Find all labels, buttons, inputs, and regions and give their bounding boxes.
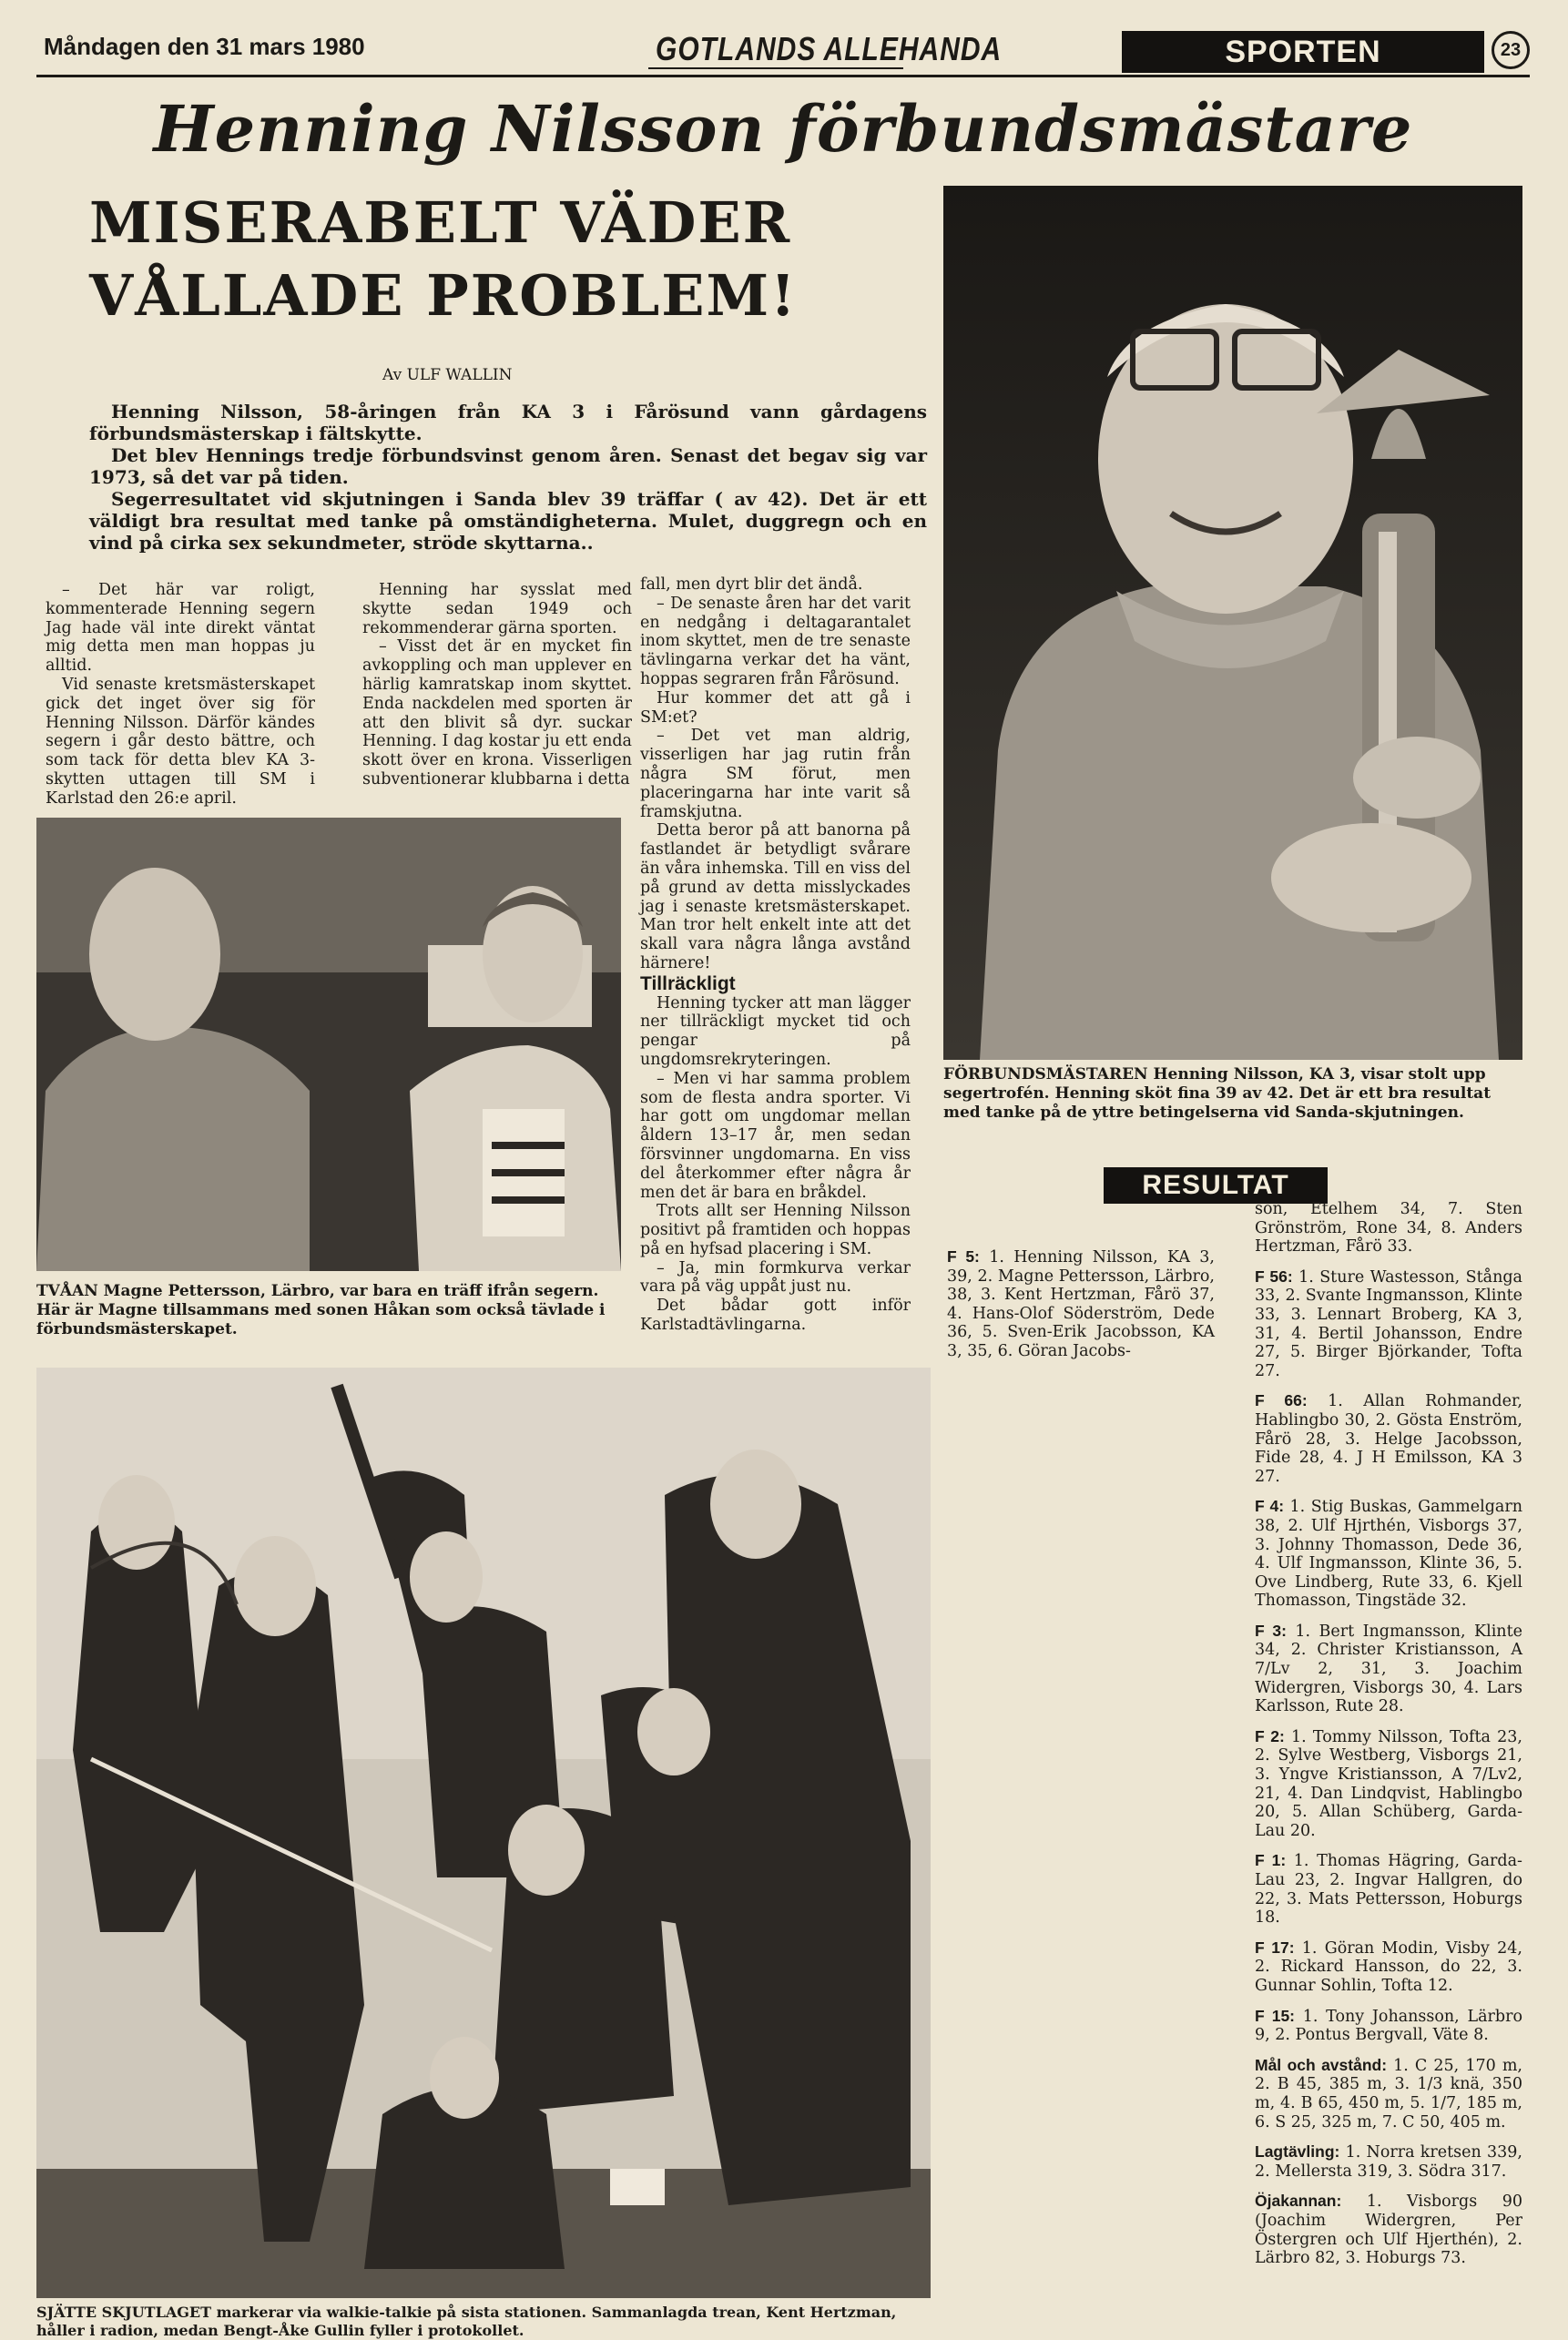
article-column-2 bbox=[362, 581, 632, 789]
second-place-photo bbox=[36, 818, 621, 1271]
result-text: 1. Stig Buskas, Gammelgarn 38, 2. Ulf Hjrthén, Visborgs 37, 3. Johnny Thomasson, Dede 36, 4. Ulf Ingmansson, Klinte 36, 5. Ove Lindberg, Rute 33, 6. Kjell Thomasson, Tingstäde 32. bbox=[1255, 1498, 1522, 1611]
subheadline bbox=[89, 187, 909, 332]
result-entry bbox=[1255, 2007, 1522, 2045]
result-entry bbox=[1255, 1622, 1522, 1716]
result-label: F 17: bbox=[1255, 1938, 1295, 1957]
result-entry bbox=[1255, 1727, 1522, 1841]
result-entry bbox=[1255, 1391, 1522, 1486]
result-entry bbox=[947, 1247, 1215, 1361]
winner-caption: FÖRBUNDSMÄSTAREN Henning Nilsson, KA 3, visar stolt upp segertrofén. Henning sköt fina 39 av 42. Det är ett bra resultat med tanke på de yttre betingelserna vid Sanda-skjutningen. bbox=[943, 1065, 1492, 1122]
result-text: 1. C 25, 170 m, 2. B 45, 385 m, 3. 1/3 knä, 350 m, 4. B 65, 450 m, 5. 1/7, 185 m, 6. S 25, 325 m, 7. C 50, 405 m. bbox=[1255, 2056, 1522, 2131]
result-text: 1. Visborgs 90 (Joachim Widergren, Per Östergren och Ulf Hjerthén), 2. Lärbro 82, 3. Hoburgs 73. bbox=[1255, 2192, 1522, 2268]
result-text: 1. Thomas Hägring, Garda-Lau 23, 2. Ingvar Hallgren, do 22, 3. Mats Pettersson, Hoburgs 18. bbox=[1255, 1852, 1522, 1928]
result-label: Lagtävling: bbox=[1255, 2142, 1340, 2162]
subheadline-line: MISERABELT VÄDER bbox=[89, 189, 792, 256]
result-label: F 4: bbox=[1255, 1497, 1285, 1516]
result-entry bbox=[1255, 1267, 1522, 1381]
result-entry bbox=[1255, 1497, 1522, 1611]
lead-text: Henning Nilsson, 58-åringen från KA 3 i Fårösund vann gårdagens förbundsmästerskap i fältskytte. bbox=[89, 401, 927, 444]
body-paragraph: Vid senaste kretsmästerskapet gick det inget över sig för Henning Nilsson. Därför kändes segern i går desto bättre, och som tack för detta blev KA 3-skytten uttagen till SM i Karlstad den 26:e april. bbox=[46, 675, 315, 808]
results-heading: RESULTAT bbox=[1104, 1167, 1328, 1204]
issue-date: Måndagen den 31 mars 1980 bbox=[44, 33, 365, 60]
body-paragraph: Detta beror på att banorna på fastlandet är betydligt svårare än våra inhemska. Till en viss del på grund av detta misslyckades jag i senaste kretsmästerskapet. Man tror helt enkelt inte att det skall vara några långa avstånd härnere! bbox=[640, 821, 911, 972]
result-text: son, Etelhem 34, 7. Sten Grönström, Rone 34, 8. Anders Hertzman, Fårö 33. bbox=[1255, 1200, 1522, 1256]
body-paragraph: Henning tycker att man lägger ner tillräckligt mycket tid och pengar på ungdomsrekryteringen. bbox=[640, 993, 911, 1069]
result-text: 1. Göran Modin, Visby 24, 2. Rickard Hansson, do 22, 3. Gunnar Sohlin, Tofta 12. bbox=[1255, 1938, 1522, 1995]
result-text: 1. Tony Johansson, Lärbro 9, 2. Pontus Bergvall, Väte 8. bbox=[1255, 2007, 1522, 2045]
main-headline: Henning Nilsson förbundsmästare bbox=[153, 91, 1413, 167]
section-label: SPORTEN bbox=[1122, 31, 1484, 73]
result-label: F 2: bbox=[1255, 1726, 1285, 1745]
second-place-caption: TVÅAN Magne Pettersson, Lärbro, var bara en träff ifrån segern. Här är Magne tillsammans med sonen Håkan som också tävlade i förbundsmästerskapet. bbox=[36, 1282, 606, 1338]
body-paragraph: Hur kommer det att gå i SM:et? bbox=[640, 688, 911, 727]
body-paragraph: – Det vet man aldrig, visserligen har jag rutin från några SM förut, men placeringarna har inte varit så framskjutna. bbox=[640, 727, 911, 821]
result-entry bbox=[1255, 1938, 1522, 1996]
result-label: F 66: bbox=[1255, 1391, 1308, 1410]
body-paragraph: – Men vi har samma problem som de flesta andra sporter. Vi har gott om ungdomar mellan åldern 13–17 år, men sedan försvinner ungdomarna. En viss del återkommer efter några år men det är bara en bråkdel. bbox=[640, 1069, 911, 1202]
result-label: F 1: bbox=[1255, 1851, 1287, 1870]
result-entry bbox=[1255, 2142, 1522, 2181]
result-entry bbox=[1255, 1200, 1522, 1256]
body-paragraph: Henning har sysslat med skytte sedan 1949 och rekommenderar gärna sporten. bbox=[362, 581, 632, 637]
results-column-2 bbox=[1255, 1200, 1522, 2279]
section-heading: Tillräckligt bbox=[640, 972, 736, 994]
body-paragraph: fall, men dyrt blir det ändå. bbox=[640, 575, 863, 594]
body-paragraph: – Ja, min formkurva verkar vara på väg uppåt just nu. bbox=[640, 1258, 911, 1297]
team-photo-image bbox=[36, 1368, 931, 2298]
masthead-rule bbox=[36, 75, 1530, 77]
body-paragraph: – Visst det är en mycket fin avkoppling och man upplever en härlig kamratskap inom skyttet. Enda nackdelen med sporten är att den blivit så dyr. suckar Henning. I dag kostar ju ett enda skott över en krona. Visserligen subventionerar klubbarna i detta bbox=[362, 637, 632, 788]
result-text: 1. Sture Wastesson, Stånga 33, 2. Svante Ingmansson, Klinte 33, 3. Lennart Broberg, KA 3, 31, 4. Bertil Johansson, Endre 27, 5. Birger Björkander, Tofta 27. bbox=[1255, 1267, 1522, 1380]
team-photo bbox=[36, 1368, 931, 2298]
body-paragraph: – Det här var roligt, kommenterade Henning segern Jag hade väl inte direkt väntat mig detta men man hoppas ju alltid. bbox=[46, 581, 315, 676]
result-label: Mål och avstånd: bbox=[1255, 2055, 1388, 2074]
result-label: F 5: bbox=[947, 1247, 980, 1266]
article-column-1 bbox=[46, 581, 315, 809]
result-text: 1. Henning Nilsson, KA 3, 39, 2. Magne Pettersson, Lärbro, 38, 3. Kent Hertzman, Fårö 37, 4. Hans-Olof Söderström, Dede 36, 5. Sven-Erik Jacobsson, KA 3, 35, 6. Göran Jacobs- bbox=[947, 1248, 1215, 1360]
results-column-1 bbox=[947, 1247, 1215, 1372]
result-label: F 3: bbox=[1255, 1621, 1287, 1640]
body-paragraph: Det bådar gott inför Karlstadtävlingarna. bbox=[640, 1297, 911, 1335]
result-entry bbox=[1255, 2192, 1522, 2267]
result-entry bbox=[1255, 2056, 1522, 2131]
result-label: Öjakannan: bbox=[1255, 2192, 1342, 2211]
second-place-photo-image bbox=[36, 818, 621, 1271]
subheadline-line: VÅLLADE PROBLEM! bbox=[89, 262, 798, 329]
lead-paragraph bbox=[89, 401, 927, 554]
masthead-underline bbox=[648, 67, 903, 69]
page-number: 23 bbox=[1492, 31, 1530, 69]
result-text: 1. Bert Ingmansson, Klinte 34, 2. Christer Kristiansson, A 7/Lv 2, 31, 3. Joachim Widergren, Visborgs 30, 4. Lars Karlsson, Rute 28. bbox=[1255, 1622, 1522, 1716]
team-caption: SJÄTTE SKJUTLAGET markerar via walkie-talkie på sista stationen. Sammanlagda trean, Kent Hertzman, håller i radion, medan Bengt-Åke Gullin fyller i protokollet. bbox=[36, 2304, 897, 2339]
byline: Av ULF WALLIN bbox=[382, 366, 513, 384]
result-text: 1. Allan Rohmander, Hablingbo 30, 2. Gösta Enström, Fårö 28, 3. Helge Jacobsson, Fide 28, 4. J H Emilsson, KA 3 27. bbox=[1255, 1392, 1522, 1486]
result-label: F 56: bbox=[1255, 1267, 1293, 1286]
result-label: F 15: bbox=[1255, 2006, 1296, 2025]
winner-photo bbox=[943, 186, 1522, 1060]
lead-text: Segerresultatet vid skjutningen i Sanda blev 39 träffar ( av 42). Det är ett väldigt bra resultat med tanke på omständigheterna. Mulet, duggregn och en vind på cirka sex sekundmeter, ströde skyttarna.. bbox=[89, 488, 927, 554]
article-column-3 bbox=[640, 575, 911, 1335]
winner-photo-image bbox=[943, 186, 1522, 1060]
result-entry bbox=[1255, 1851, 1522, 1927]
body-paragraph: – De senaste åren har det varit en nedgång i deltagarantalet inom skyttet, men de tre senaste tävlingarna verkar det ha vänt, hoppas segraren från Fårösund. bbox=[640, 594, 911, 688]
result-text: 1. Norra kretsen 339, 2. Mellersta 319, 3. Södra 317. bbox=[1255, 2143, 1522, 2181]
lead-text: Det blev Hennings tredje förbundsvinst genom åren. Senast det begav sig var 1973, så det var på tiden. bbox=[89, 444, 927, 488]
body-paragraph: Trots allt ser Henning Nilsson positivt på framtiden och hoppas på en hyfsad placering i SM. bbox=[640, 1202, 911, 1258]
newspaper-name: GOTLANDS ALLEHANDA bbox=[656, 31, 1003, 68]
result-text: 1. Tommy Nilsson, Tofta 23, 2. Sylve Westberg, Visborgs 21, 3. Yngve Kristiansson, A 7/Lv2, 21, 4. Dan Lindqvist, Hablingbo 20, 5. Allan Schüberg, Garda-Lau 20. bbox=[1255, 1727, 1522, 1840]
